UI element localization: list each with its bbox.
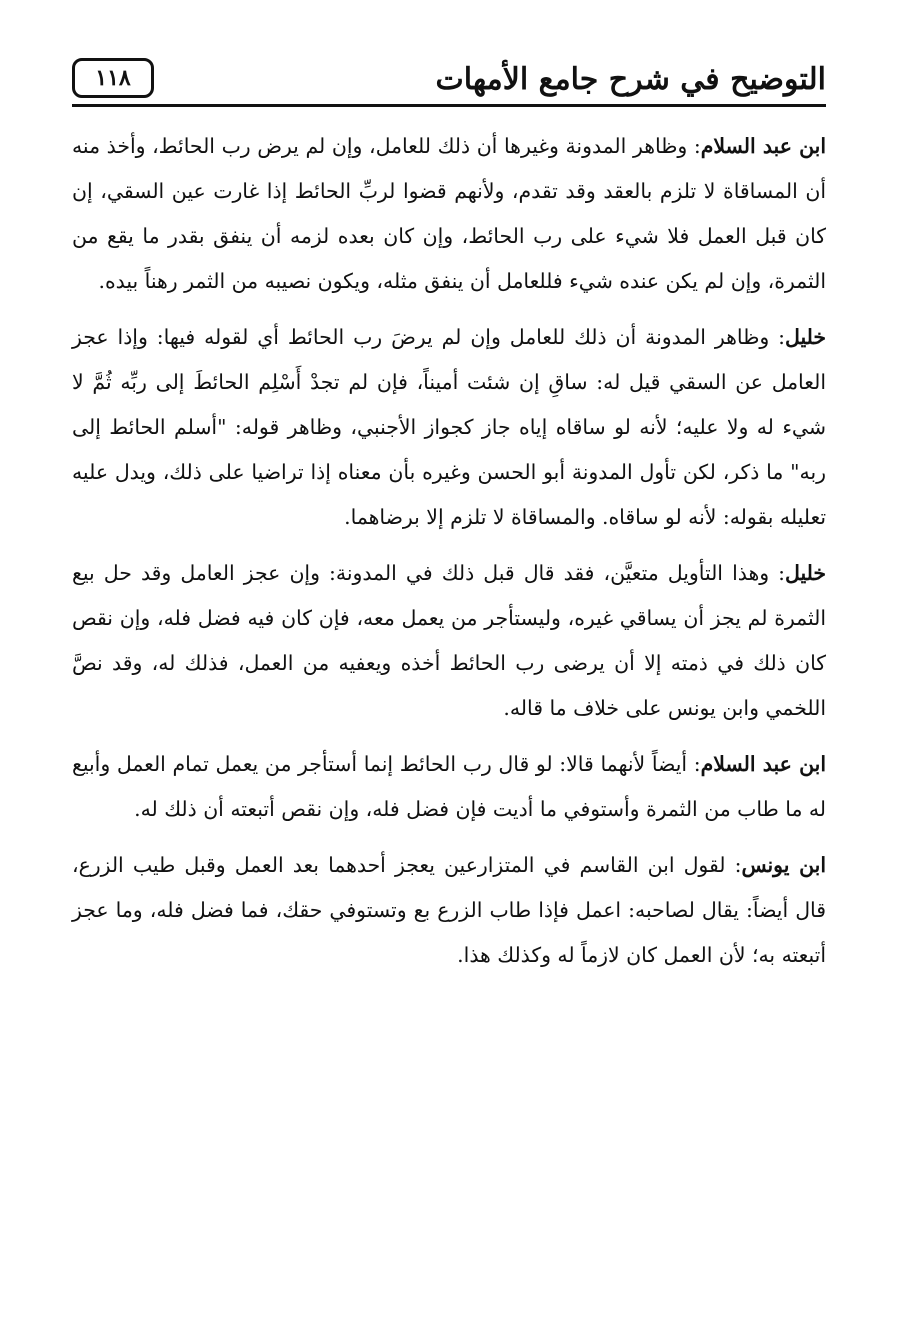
speaker-name: خليل : — [769, 561, 826, 585]
book-title: التوضيح في شرح جامع الأمهات — [435, 62, 826, 97]
paragraph-text: وهذا التأويل متعيَّن، فقد قال قبل ذلك في المدونة: وإن عجز العامل وقد حل بيع الثمرة لم يجز أن يساقي غيره، وليستأجر من يعمل معه، فإن كان فيه فضل فله، وإن نقص كان ذلك في ذمته إلا أن يرضى رب الحائط أخذه ويعفيه من العمل، فذلك له، وقد نصَّ اللخمي وابن يونس على خلاف ما قاله. — [72, 561, 826, 720]
paragraph — [72, 315, 826, 540]
page-header — [72, 58, 826, 107]
speaker-name: ابن عبد السلام : — [687, 752, 826, 776]
paragraph-text: لقول ابن القاسم في المتزارعين يعجز أحدهما بعد العمل وقبل طيب الزرع، قال أيضاً: يقال لصاحبه: اعمل فإذا طاب الزرع بع وتستوفي حقك، فما فضل فله، وما عجز أتبعته به؛ لأن العمل كان لازماً له وكذلك هذا. — [72, 853, 826, 967]
page-body — [72, 124, 826, 989]
paragraph — [72, 551, 826, 731]
paragraph-text: أيضاً لأنهما قالا: لو قال رب الحائط إنما أستأجر من يعمل تمام العمل وأبيع له ما طاب من الثمرة وأستوفي ما أديت فإن فضل فله، وإن نقص أتبعته أن ذلك له. — [72, 752, 826, 821]
speaker-name: ابن عبد السلام : — [687, 134, 826, 158]
paragraph — [72, 843, 826, 978]
paragraph — [72, 742, 826, 832]
paragraph-text: وظاهر المدونة وغيرها أن ذلك للعامل، وإن لم يرض رب الحائط، وأخذ منه أن المساقاة لا تلزم بالعقد وقد تقدم، ولأنهم قضوا لربِّ الحائط إذا غارت عين السقي، إن كان قبل العمل فلا شيء على رب الحائط، وإن كان بعده لزمه أن ينفق بقدر ما يقع من الثمرة، وإن لم يكن عنده شيء فللعامل أن ينفق مثله، ويكون نصيبه من الثمر رهناً بيده. — [72, 134, 826, 293]
paragraph-text: وظاهر المدونة أن ذلك للعامل وإن لم يرضَ رب الحائط أي لقوله فيها: وإذا عجز العامل عن السقي قيل له: ساقِ إن شئت أميناً، فإن لم تجدْ أَسْلِم الحائطَ إلى ربِّه ثُمَّ لا شيء له ولا عليه؛ لأنه لو ساقاه إياه جاز كجواز الأجنبي، وظاهر قوله: "أسلم الحائط إلى ربه" ما ذكر، لكن تأول المدونة أبو الحسن وغيره بأن معناه إذا تراضيا على ذلك، ويدل عليه تعليله بقوله: لأنه لو ساقاه. والمساقاة لا تلزم إلا برضاهما. — [72, 325, 826, 529]
paragraph — [72, 124, 826, 304]
speaker-name: ابن يونس : — [726, 853, 827, 877]
speaker-name: خليل : — [769, 325, 826, 349]
page-number: ١١٨ — [72, 58, 154, 98]
